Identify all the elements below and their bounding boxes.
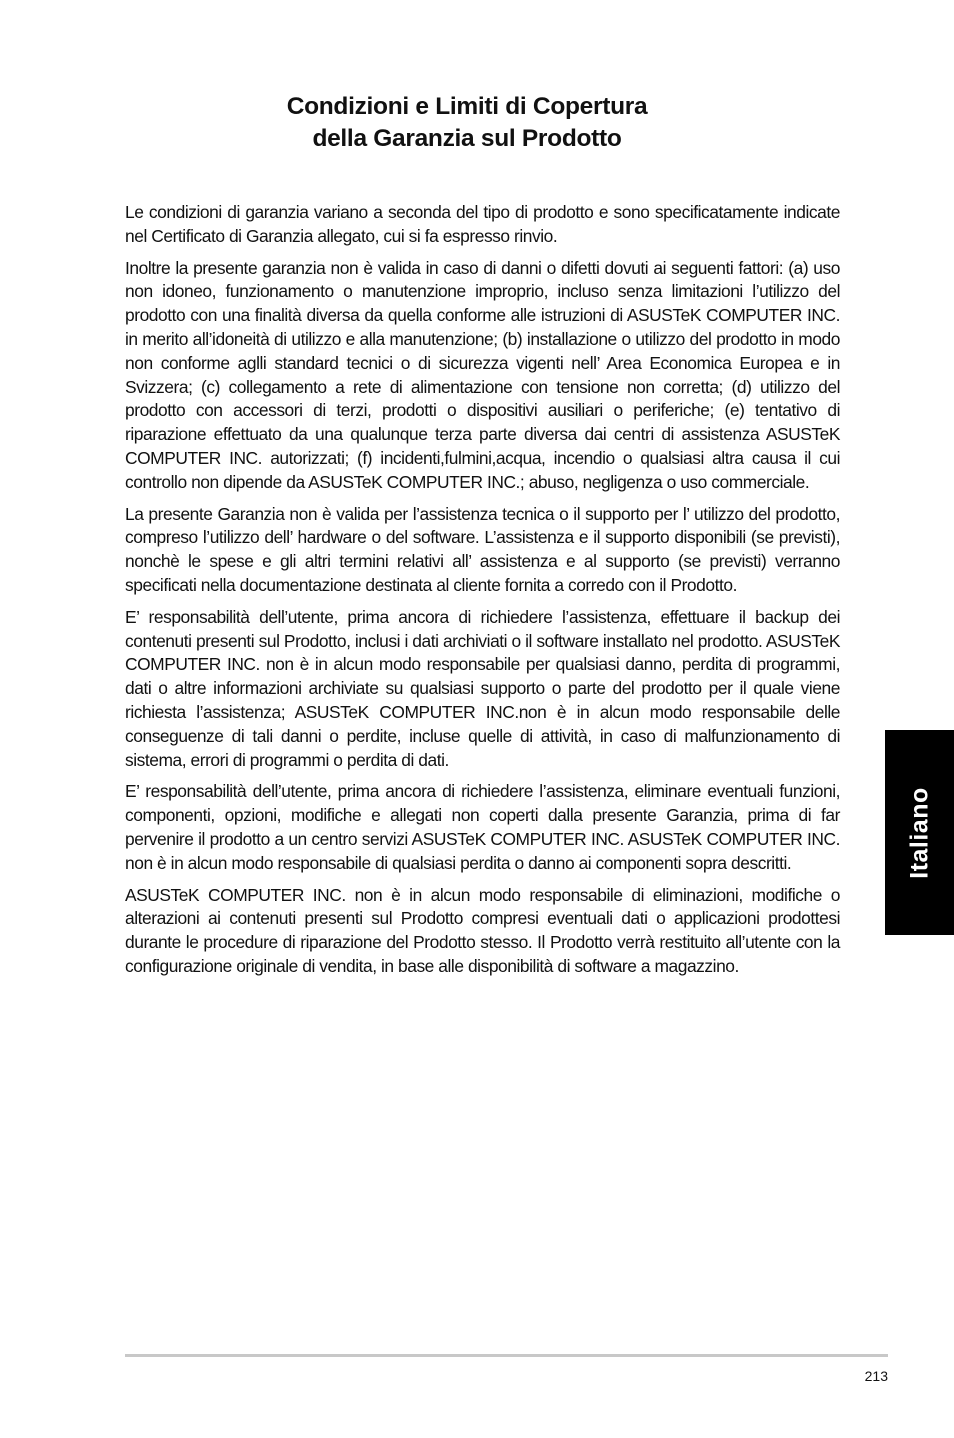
footer-divider [125, 1354, 888, 1357]
paragraph-data-alteration: ASUSTeK COMPUTER INC. non è in alcun modo responsabile di eliminazioni, modifiche o alterazioni ai contenuti presenti sul Prodotto compresi eventuali dati o applicazioni prodottesi durante le procedure di riparazione del Prodotto stesso. Il Prodotto verrà restituito all’utente con la configurazione originale di vendita, in base alle disponibilità di software a magazzino. [125, 884, 840, 976]
page-number: 213 [864, 1368, 888, 1384]
paragraph-warranty-conditions: Le condizioni di garanzia variano a seconda del tipo di prodotto e sono specificatamente indicate nel Certificato di Garanzia allegato, cui si fa espresso rinvio. [125, 202, 840, 246]
paragraph-exclusions: Inoltre la presente garanzia non è valida in caso di danni o difetti dovuti ai seguenti fattori: (a) uso non idoneo, funzionamento o manutenzione improprio, incluso senza limitazioni l’utilizzo del prodotto con una finalità diversa da quella conforme alle istruzioni di ASUSTeK COMPUTER INC. in merito all’idoneità di utilizzo e alla manutenzione; (b) installazione o utilizzo del prodotto in modo non conforme aglli standard tecnici o di sicurezza vigenti nell’ Area Economica Europea e in Svizzera; (c) collegamento a rete di alimentazione con tensione non corretta; (d) utilizzo del prodotto con accessori di terzi, prodotti o dispositivi ausiliari o periferiche; (e) tentativo di riparazione effettuato da una qualunque terza parte diversa dai centri di assistenza ASUSTeK COMPUTER INC. autorizzati; (f) incidenti,fulmini,acqua, incendio o qualsiasi altra causa il cui controllo non dipende da ASUSTeK COMPUTER INC.; abuso, negligenza o uso commerciale. [125, 257, 840, 492]
page-title-line-1: Condizioni e Limiti di Copertura [286, 93, 648, 120]
paragraph-backup-responsibility: E’ responsabilità dell’utente, prima ancora di richiedere l’assistenza, effettuare il backup dei contenuti presenti sul Prodotto, inclusi i dati archiviati o il software installato nel prodotto. ASUSTeK COMPUTER INC. non è in alcun modo responsabile per qualsiasi danno, perdita di programmi, dati o altre informazioni archiviate su qualsiasi supporto o parte del prodotto per il quale viene richiesta l’assistenza; ASUSTeK COMPUTER INC.non è in alcun modo responsabile delle conseguenze di tali danni o perdite, incluse quelle di attività, in caso di malfunzionamento di sistema, errori di programmi o perdita di dati. [125, 606, 840, 770]
language-tab-label: Italiano [905, 786, 933, 879]
page-title [0, 91, 934, 155]
body-text [125, 201, 840, 987]
page-title-line-2: della Garanzia sul Prodotto [312, 125, 622, 152]
paragraph-removal-responsibility: E’ responsabilità dell’utente, prima ancora di richiedere l’assistenza, eliminare eventuali funzioni, componenti, opzioni, modifiche e allegati non coperti dalla presente Garanzia, prima di far pervenire il prodotto a un centro servizi ASUSTeK COMPUTER INC. ASUSTeK COMPUTER INC. non è in alcun modo responsabile di qualsiasi perdita o danno ai componenti sopra descritti. [125, 781, 840, 873]
language-tab [885, 730, 954, 935]
paragraph-technical-support: La presente Garanzia non è valida per l’assistenza tecnica o il supporto per l’ utilizzo del prodotto, compreso l’utilizzo dell’ hardware o del software. L’assistenza e il supporto disponibili (se previsti), nonchè le spese e gli altri termini relativi all’ assistenza e al supporto (se previsti) verranno specificati nella documentazione destinata al cliente fornita a corredo con il Prodotto. [125, 503, 840, 595]
